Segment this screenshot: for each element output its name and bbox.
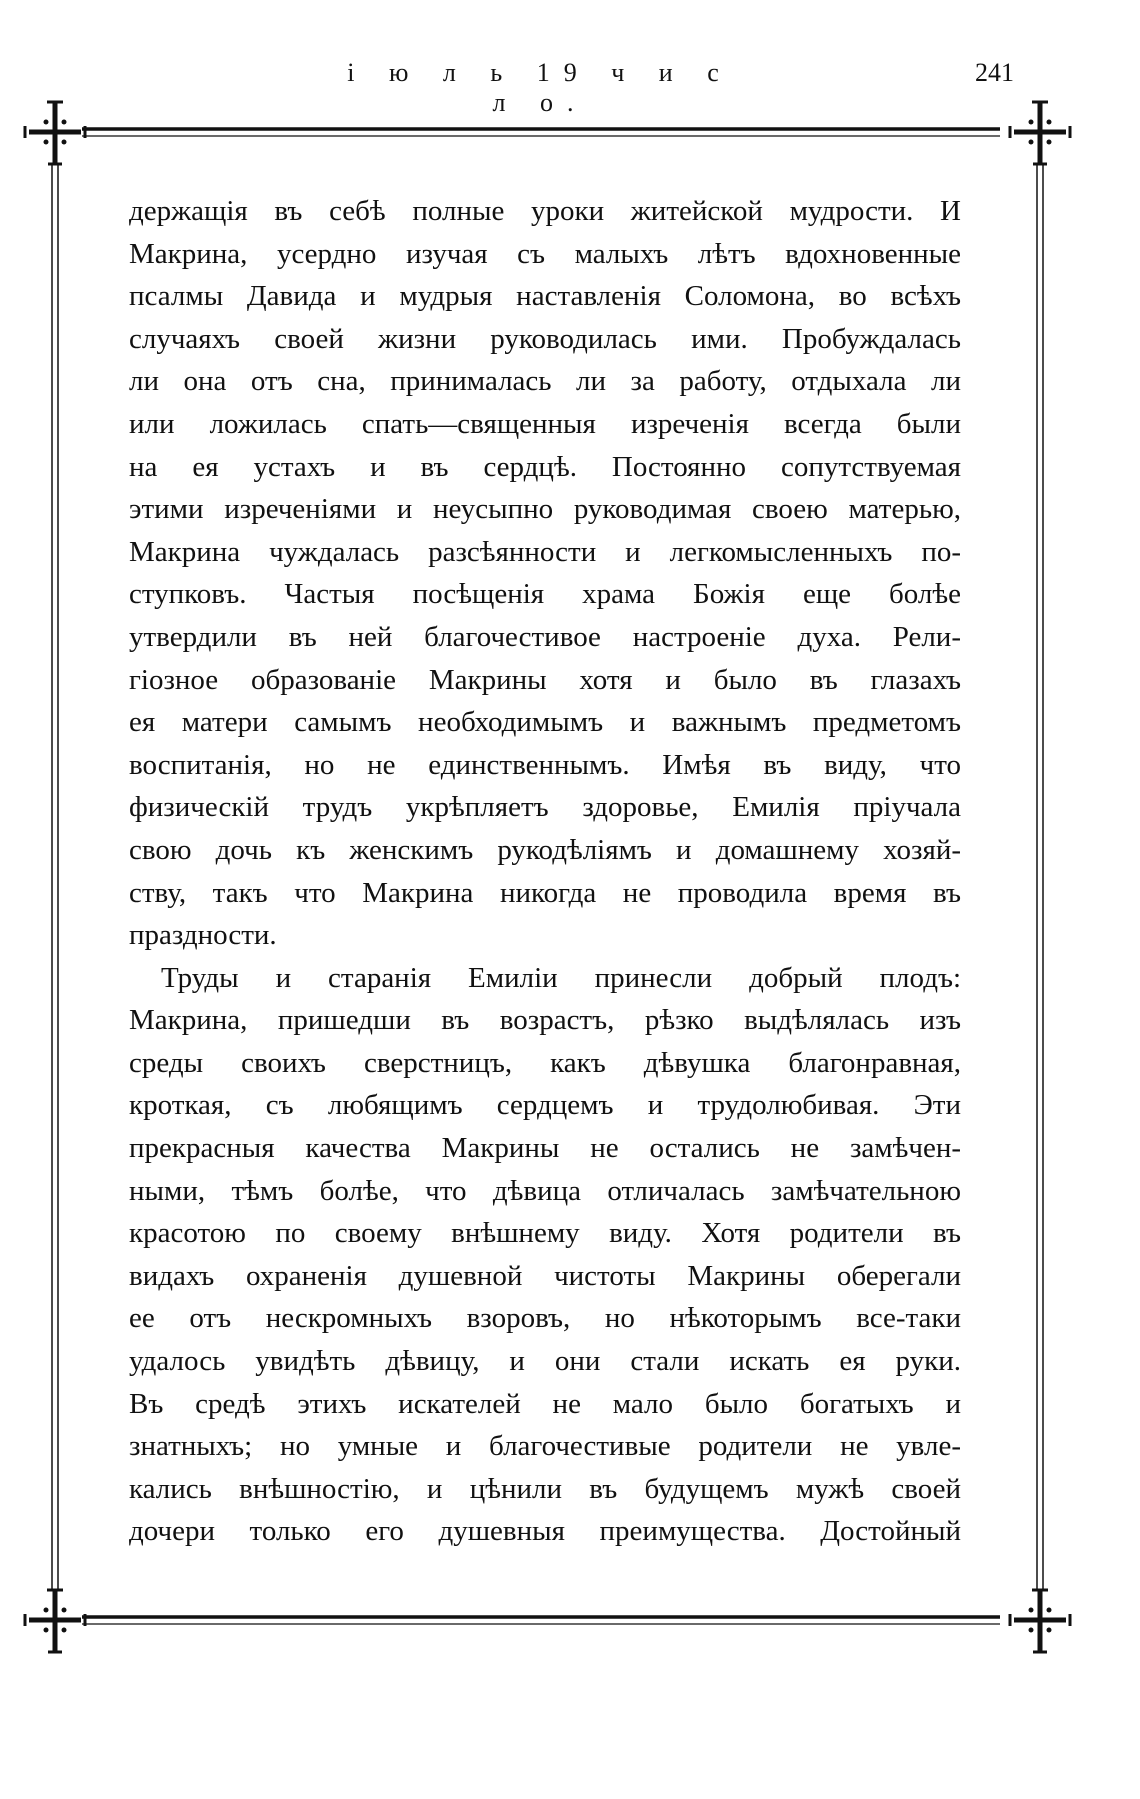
text-line: на ея устахъ и въ сердцѣ. Постоянно сопутствуемая xyxy=(129,450,961,483)
body-text xyxy=(129,190,961,1553)
cross-ornament-icon xyxy=(1010,1590,1070,1652)
text-line: ными, тѣмъ болѣе, что дѣвица отличалась замѣчательною xyxy=(129,1174,961,1207)
text-line: свою дочь къ женскимъ рукодѣліямъ и домашнему хозяй- xyxy=(129,833,961,866)
text-line: видахъ охраненія душевной чистоты Макрины оберегали xyxy=(129,1259,961,1292)
text-line: ея матери самымъ необходимымъ и важнымъ предметомъ xyxy=(129,706,961,739)
text-line: этими изреченіями и неусыпно руководимая своею матерью, xyxy=(129,493,961,526)
text-line: праздности. xyxy=(129,919,277,952)
page-number: 241 xyxy=(975,58,1014,87)
running-head-title: і ю л ь 19 ч и с л о. xyxy=(347,58,733,117)
text-line: ее отъ нескромныхъ взоровъ, но нѣкоторымъ все-таки xyxy=(129,1302,961,1335)
text-line: ступковъ. Частыя посѣщенія храма Божія еще болѣе xyxy=(129,578,961,611)
text-line: псалмы Давида и мудрыя наставленія Соломона, во всѣхъ xyxy=(129,280,961,313)
frame-top-rule xyxy=(82,129,1000,136)
text-line: ли она отъ сна, принималась ли за работу, отдыхала ли xyxy=(129,365,961,398)
text-line: утвердили въ ней благочестивое настроеніе духа. Рели- xyxy=(129,620,961,653)
text-line: красотою по своему внѣшнему виду. Хотя родители въ xyxy=(129,1217,961,1250)
text-line: или ложилась спать—священныя изреченія всегда были xyxy=(129,407,961,440)
text-line: гіозное образованіе Макрины хотя и было въ глазахъ xyxy=(129,663,961,696)
cross-ornament-icon xyxy=(25,102,85,164)
text-line: удалось увидѣть дѣвицу, и они стали искать ея руки. xyxy=(129,1345,961,1378)
text-line: физическій трудъ укрѣпляетъ здоровье, Емилія пріучала xyxy=(129,791,961,824)
text-line: кались внѣшностію, и цѣнили въ будущемъ мужѣ своей xyxy=(129,1472,961,1505)
cross-ornament-icon xyxy=(1010,102,1070,164)
text-line: ству, такъ что Макрина никогда не проводила время въ xyxy=(129,876,961,909)
text-line: среды своихъ сверстницъ, какъ дѣвушка благонравная, xyxy=(129,1046,961,1079)
text-line: случаяхъ своей жизни руководилась ими. Пробуждалась xyxy=(129,322,961,355)
frame-left-rule xyxy=(52,165,58,1590)
text-line: знатныхъ; но умные и благочестивые родители не увле- xyxy=(129,1430,961,1463)
cross-ornament-icon xyxy=(25,1590,85,1652)
text-line: дочери только его душевныя преимущества. Достойный xyxy=(129,1515,961,1548)
text-line: Въ средѣ этихъ искателей не мало было богатыхъ и xyxy=(129,1387,961,1420)
text-line: Труды и старанія Емиліи принесли добрый плодъ: xyxy=(161,961,961,994)
text-line: держащія въ себѣ полные уроки житейской мудрости. И xyxy=(129,195,961,227)
text-line: воспитанія, но не единственнымъ. Имѣя въ виду, что xyxy=(129,748,961,781)
text-line: Макрина, усердно изучая съ малыхъ лѣтъ вдохновенные xyxy=(129,237,961,270)
text-line: кроткая, съ любящимъ сердцемъ и трудолюбивая. Эти xyxy=(129,1089,961,1122)
frame-right-rule xyxy=(1037,165,1043,1590)
text-line: Макрина, пришедши въ возрастъ, рѣзко выдѣлялась изъ xyxy=(129,1004,961,1037)
text-line: прекрасныя качества Макрины не остались не замѣчен- xyxy=(129,1132,961,1165)
text-line: Макрина чуждалась разсѣянности и легкомысленныхъ по- xyxy=(129,535,961,568)
frame-bottom-rule xyxy=(82,1617,1000,1624)
